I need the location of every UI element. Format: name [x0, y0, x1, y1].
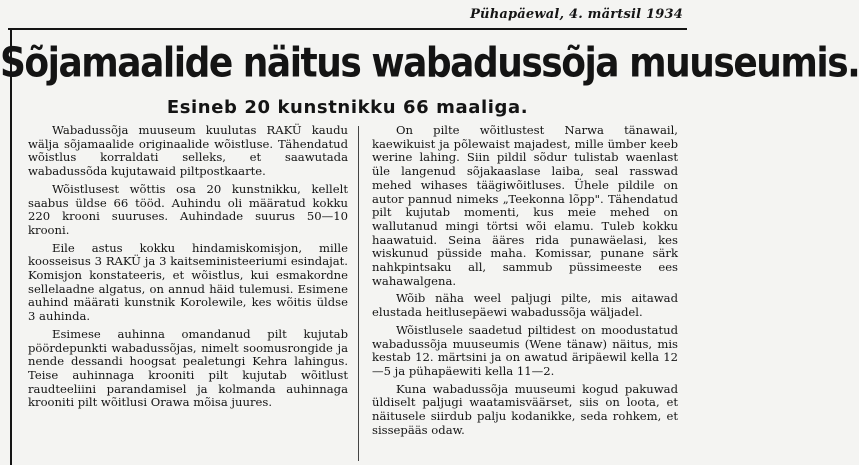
article-headline: Sõjamaalide näitus wabadussõja muuseumis. — [0, 39, 859, 87]
left-rule — [10, 28, 12, 465]
paragraph: Eile astus kokku hindamiskomisjon, mille koosseisus 3 RAKÜ ja 3 kaitseministeeriumi esindajat. Komisjon konstateeris, et wõistlus, kui esmakordne sellelaadne algatus, on annud häid tulemusi. Esimene auhind määrati kunstnik Korolewile, kes wõitis üldse 3 auhinda. — [28, 240, 348, 324]
column-divider — [358, 126, 359, 461]
paragraph: Wabadussõja muuseum kuulutas RAKÜ kaudu wälja sõjamaalide originaalide wõistluse. Tähendatud wõistlus korraldati selleks, et saawutada wabadussõda kujutawaid piltpostkaarte. — [28, 123, 348, 179]
left-column — [28, 124, 348, 414]
paragraph: On pilte wõitlustest Narwa tänawail, kaewikuist ja põlewaist majadest, mille ümber keeb werine lahing. Siin pildil sõdur tulistab waenlast üle langenud sõjakaaslase laiba, seal rasswad mehed wihases täägiwõitluses. Ühele pildile on autor pannud nimeks „Teekonna lõpp". Tähendatud pilt kujutab momenti, kus meie mehed on wallutanud mingi törtsi wõi elamu. Tuleb kokku haawatuid. Seina ääres rida punawäelasi, kes wiskunud püsside maha. Komissar, punane särk nahkpintsaku all, sammub püssimeeste ees wahawalgena. — [372, 123, 678, 288]
top-rule — [8, 28, 687, 30]
article-subheadline: Esineb 20 kunstnikku 66 maaliga. — [166, 97, 529, 118]
dateline: Pühapäewal, 4. märtsil 1934 — [470, 7, 683, 22]
paragraph: Wõistlusele saadetud piltidest on moodustatud wabadussõja muuseumis (Wene tänaw) näitus, mis kestab 12. märtsini ja on awatud äripäewil kella 12—5 ja pühapäewiti kella 11—2. — [372, 322, 678, 378]
paragraph: Esimese auhinna omandanud pilt kujutab pöördepunkti wabadussõjas, nimelt soomusrongide ja nende dessandi hoogsat pealetungi Kehra lahingus. Teise auhinnaga krooniti pilt kujutab wõitlust raudteeliini parandamisel ja kolmanda auhinnaga krooniti pilt wõitlusi Orawa mõisa juures. — [28, 326, 348, 410]
paragraph: Kuna wabadussõja muuseumi kogud pakuwad üldiselt paljugi waatamisväärset, siis on loota, et näitusele siirdub palju kodanikke, seda rohkem, et sissepääs odaw. — [372, 381, 678, 437]
right-column — [372, 124, 678, 441]
paragraph: Wõistlusest wõttis osa 20 kunstnikku, kellelt saabus üldse 66 tööd. Auhindu oli määratud kokku 220 krooni suuruses. Auhindade suurus 50—10 krooni. — [28, 181, 348, 237]
paragraph: Wõib näha weel paljugi pilte, mis aitawad elustada heitlusepäewi wabadussõja wäljadel. — [372, 291, 678, 320]
